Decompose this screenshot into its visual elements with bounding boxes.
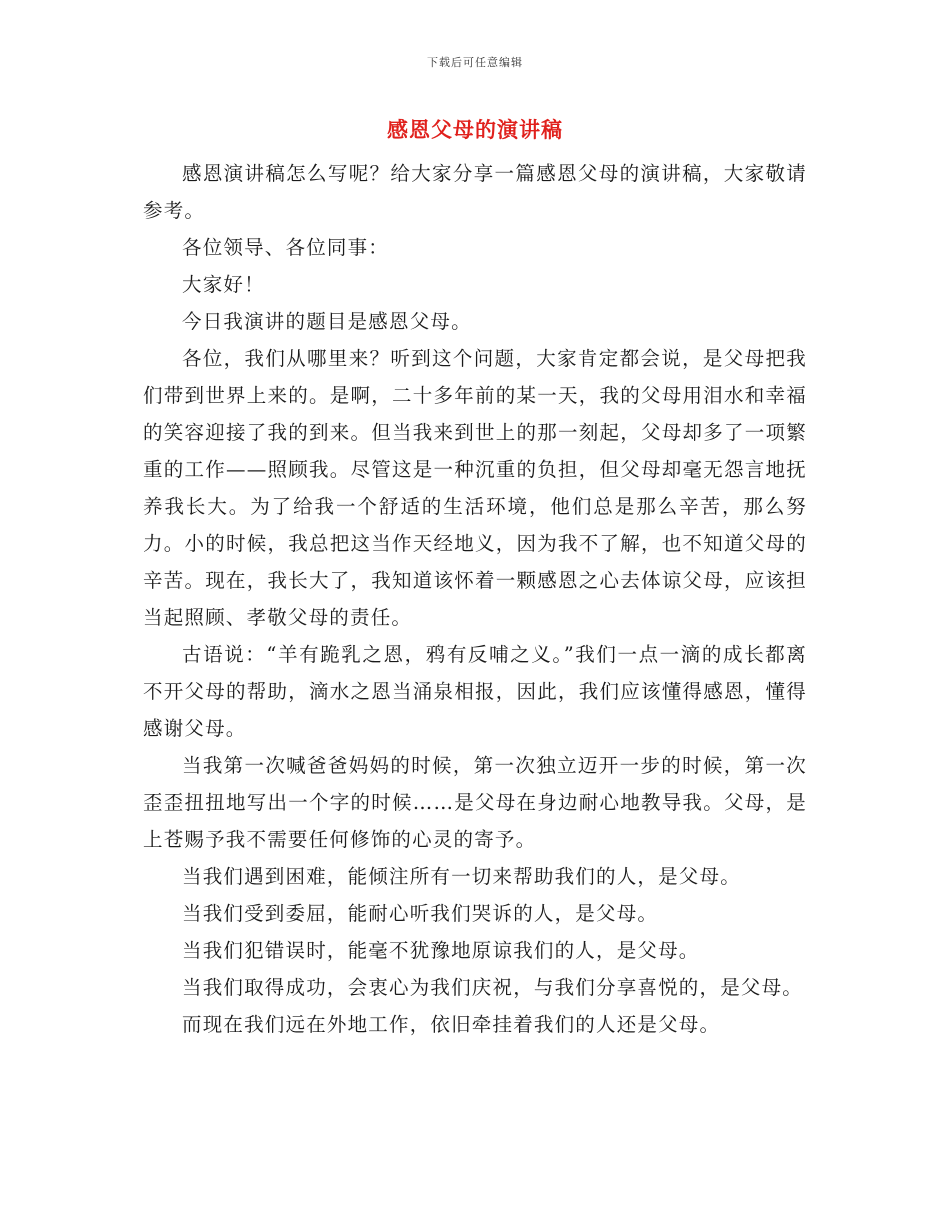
- paragraph-body: 当我们取得成功，会衷心为我们庆祝，与我们分享喜悦的，是父母。: [182, 976, 804, 999]
- document-title: 感恩父母的演讲稿: [387, 117, 563, 142]
- paragraph-body: 当我第一次喊爸爸妈妈的时候，第一次独立迈开一步的时候，第一次歪歪扭扭地写出一个字的时候……是父母在身边耐心地教导我。父母，是上苍赐予我不需要任何修饰的心灵的寄予。: [143, 754, 807, 851]
- paragraph-body: 当我们受到委屈，能耐心听我们哭诉的人，是父母。: [182, 902, 659, 925]
- paragraph-body: 各位，我们从哪里来？听到这个问题，大家肯定都会说，是父母把我们带到世界上来的。是啊，二十多年前的某一天，我的父母用泪水和幸福的笑容迎接了我的到来。但当我来到世上的那一刻起，父母却多了一项繁重的工作——照顾我。尽管这是一种沉重的负担，但父母却毫无怨言地抚养我长大。为了给我一个舒适的生活环境，他们总是那么辛苦，那么努力。小的时候，我总把这当作天经地义，因为我不了解，也不知道父母的辛苦。现在，我长大了，我知道该怀着一颗感恩之心去体谅父母，应该担当起照顾、孝敬父母的责任。: [143, 347, 807, 629]
- header-note: 下载后可任意编辑: [427, 56, 523, 69]
- document-body: [143, 155, 807, 1043]
- paragraph-body: 古语说：“羊有跪乳之恩，鸦有反哺之义。”我们一点一滴的成长都离不开父母的帮助，滴水之恩当涌泉相报，因此，我们应该懂得感恩，懂得感谢父母。: [143, 643, 807, 740]
- paragraph-body: 而现在我们远在外地工作，依旧牵挂着我们的人还是父母。: [182, 1013, 721, 1036]
- paragraph-topic: 今日我演讲的题目是感恩父母。: [182, 310, 472, 333]
- paragraph-intro: 感恩演讲稿怎么写呢？给大家分享一篇感恩父母的演讲稿，大家敬请参考。: [143, 162, 807, 222]
- paragraph-salutation: 各位领导、各位同事：: [182, 236, 390, 259]
- paragraph-greeting: 大家好！: [182, 273, 265, 296]
- paragraph-body: 当我们犯错误时，能毫不犹豫地原谅我们的人，是父母。: [182, 939, 700, 962]
- paragraph-body: 当我们遇到困难，能倾注所有一切来帮助我们的人，是父母。: [182, 865, 741, 888]
